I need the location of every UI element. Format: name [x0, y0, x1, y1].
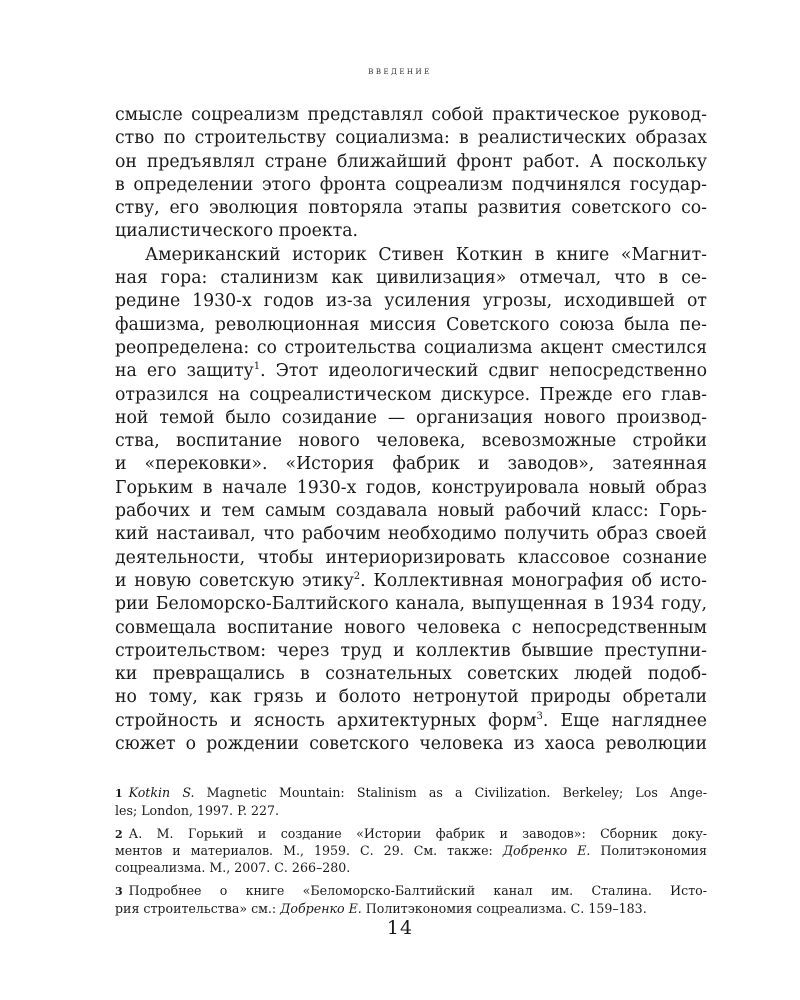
text-line: ству, его эволюция повторяла этапы развития советского со-	[115, 198, 707, 219]
footnote-author: Добренко Е.	[280, 900, 362, 916]
footnotes	[115, 785, 707, 924]
footnote-text: Политэкономия соцреализма. С. 159–183.	[361, 900, 647, 916]
text-line: циалистического проекта.	[115, 221, 359, 242]
footnote-1	[115, 785, 707, 820]
footnote-line	[115, 843, 707, 860]
footnote-author: Kotkin S.	[128, 785, 195, 800]
text-line	[115, 710, 707, 733]
text-line: реопределена: со строительства социализма акцент сместился	[115, 337, 707, 358]
text-line: редине 1930-х годов из-за усиления угрозы, исходившей от	[115, 291, 707, 312]
text-line: ной темой было созидание — организация нового производ-	[115, 407, 707, 428]
footnote-text: Magnetic Mountain: Stalinism as a Civilization. Berkeley; Los Ange-	[194, 785, 707, 800]
footnote-text: Подробнее о книге «Беломорско-Балтийский канал им. Сталина. Исто-	[128, 882, 707, 898]
footnote-line	[115, 901, 707, 918]
text-fragment: . Этот идеологический сдвиг непосредственно	[260, 361, 707, 382]
text-line: ство по строительству социализма: в реалистических образах	[115, 128, 707, 149]
footnote-2	[115, 826, 707, 877]
footnote-number: 3	[115, 884, 123, 898]
footnote-ref-2[interactable]: 2	[353, 571, 361, 583]
text-line: и «перековки». «История фабрик и заводов», затеянная	[115, 454, 707, 475]
footnote-line	[115, 826, 707, 844]
text-line: но тому, как грязь и болото нетронутой природы обретали	[115, 687, 707, 708]
footnote-author: Добренко Е.	[502, 843, 591, 859]
text-line	[115, 360, 707, 383]
text-line	[115, 570, 707, 593]
text-line: сюжет о рождении советского человека из хаоса революции	[115, 734, 707, 755]
footnote-text: Политэкономия	[590, 843, 708, 859]
text-fragment: . Коллективная монография об исто-	[360, 570, 707, 591]
footnote-number: 1	[115, 787, 123, 800]
paragraph-start-line: Американский историк Стивен Коткин в книге «Магнит-	[145, 244, 707, 265]
footnote-text: рия строительства» см.:	[115, 900, 281, 916]
footnote-3	[115, 883, 707, 918]
text-line: смысле соцреализм представлял собой практическое руковод-	[115, 105, 707, 125]
footnote-line: соцреализма. М., 2007. С. 266–280.	[115, 860, 351, 876]
text-line: ная гора: сталинизм как цивилизация» отмечал, что в се-	[115, 268, 707, 289]
page-number: 14	[386, 917, 414, 939]
footnote-ref-1[interactable]: 1	[253, 361, 261, 373]
text-line: рабочих и тем самым создавала новый рабочий класс: Горь-	[115, 501, 707, 522]
text-fragment: на его защиту	[115, 361, 254, 382]
text-line: рии Беломорско-Балтийского канала, выпущенная в 1934 году,	[115, 594, 707, 615]
footnote-number: 2	[115, 827, 123, 841]
footnote-line	[115, 883, 707, 901]
footnote-line: les; London, 1997. P. 227.	[115, 802, 280, 818]
text-line: кий настаивал, что рабочим необходимо получить образ своей	[115, 524, 707, 545]
text-line: ки превращались в сознательных советских людей подоб-	[115, 664, 707, 685]
text-line: Горьким в начале 1930-х годов, конструировала новый образ	[115, 477, 707, 498]
text-line: в определении этого фронта соцреализм подчинялся государ-	[115, 174, 707, 195]
footnote-text: ментов и материалов. М., 1959. С. 29. См. также:	[115, 843, 503, 859]
footnote-line	[115, 785, 707, 803]
footnote-ref-3[interactable]: 3	[536, 710, 543, 722]
footnote-text: А. М. Горький и создание «Истории фабрик и заводов»: Сборник доку-	[128, 825, 707, 841]
text-line: он предъявлял стране ближайший фронт работ. А поскольку	[115, 151, 707, 172]
text-fragment: стройность и ясность архитектурных форм	[115, 710, 537, 731]
text-line: ства, воспитание нового человека, всевозможные стройки	[115, 431, 707, 452]
text-line: совмещала воспитание нового человека с непосредственным	[115, 617, 707, 638]
text-line: отразился на соцреалистическом дискурсе. Прежде его глав-	[115, 384, 707, 405]
text-line: деятельности, чтобы интериоризировать классовое сознание	[115, 547, 707, 568]
running-head: введение	[368, 66, 432, 77]
text-line: строительством: через труд и коллектив бывшие преступни-	[115, 640, 707, 661]
text-line: фашизма, революционная миссия Советского союза была пе-	[115, 314, 707, 335]
text-fragment: и новую советскую этику	[115, 570, 354, 591]
main-text	[115, 104, 707, 756]
text-fragment: . Еще нагляднее	[542, 710, 707, 731]
